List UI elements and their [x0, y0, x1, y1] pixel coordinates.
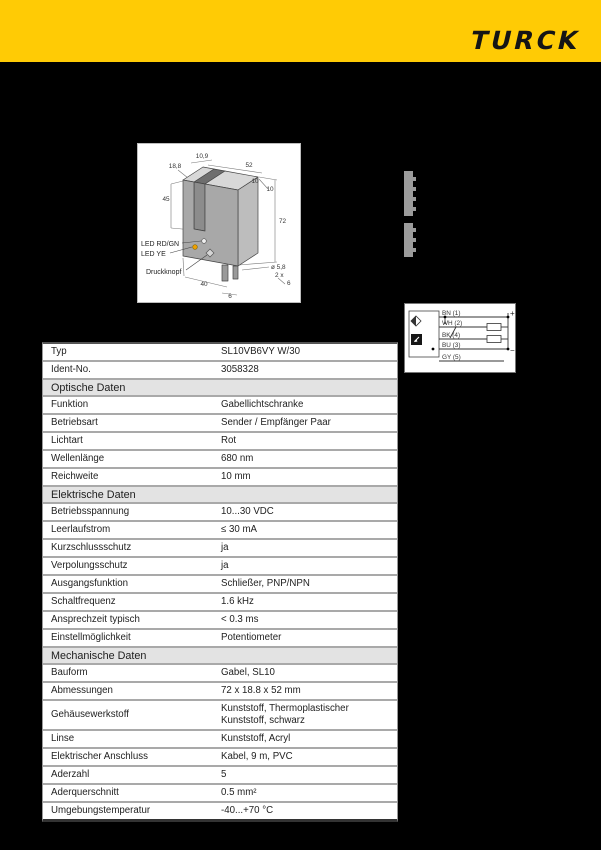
- row-label: Ausgangsfunktion: [51, 578, 129, 589]
- row-value: 10...30 VDC: [221, 506, 274, 517]
- turck-logo: TURCK: [467, 26, 584, 55]
- wire-label: BK (4): [442, 332, 461, 339]
- row-value: Potentiometer: [221, 632, 282, 643]
- row-label: Funktion: [51, 399, 89, 410]
- row-value: 3058328: [221, 364, 259, 375]
- table-row: [43, 785, 397, 803]
- section-label: Mechanische Daten: [51, 649, 147, 662]
- row-label: Wellenlänge: [51, 453, 105, 464]
- row-value: 1.6 kHz: [221, 596, 254, 607]
- row-value: ja: [221, 542, 229, 553]
- dim-label: 52: [245, 162, 253, 169]
- row-label: Kurzschlussschutz: [51, 542, 132, 553]
- table-row: [43, 469, 397, 487]
- load-resistor-icon: [487, 324, 501, 331]
- dim-label: 45: [162, 196, 170, 203]
- product-drawing-box: [137, 143, 301, 303]
- table-row: [43, 504, 397, 522]
- row-label: Bauform: [51, 667, 88, 678]
- row-label: Linse: [51, 733, 75, 744]
- table-row: [43, 433, 397, 451]
- receiver-symbol-icon: [411, 334, 422, 345]
- row-value: Schließer, PNP/NPN: [221, 578, 310, 589]
- row-label: Gehäusewerkstoff: [51, 709, 129, 720]
- row-label: Umgebungstemperatur: [51, 805, 151, 816]
- row-label: Ident-No.: [51, 364, 91, 375]
- dim-label: 10: [266, 186, 274, 193]
- dim-label: 2 x: [275, 272, 284, 279]
- dim-label: 40: [200, 281, 208, 288]
- row-value: 0.5 mm²: [221, 787, 257, 798]
- row-label: Reichweite: [51, 471, 99, 482]
- row-label: Betriebsart: [51, 417, 98, 428]
- rotated-label-bar: [404, 223, 413, 257]
- row-value: 5: [221, 769, 227, 780]
- row-value: -40...+70 °C: [221, 805, 274, 816]
- sensor-isometric-drawing: [138, 144, 300, 302]
- section-label: Elektrische Daten: [51, 488, 136, 501]
- wiring-diagram: [405, 304, 515, 372]
- table-section-row: [43, 487, 397, 504]
- row-value: Sender / Empfänger Paar: [221, 417, 331, 428]
- row-label: Elektrischer Anschluss: [51, 751, 148, 762]
- row-label: Typ: [51, 346, 67, 357]
- led-rd-gn-label: LED RD/GN: [141, 241, 180, 248]
- dim-label: 10: [251, 178, 259, 185]
- dim-label: 18,8: [168, 163, 182, 170]
- dim-label: 6: [287, 280, 291, 287]
- row-value: ja: [221, 560, 229, 571]
- table-row: [43, 594, 397, 612]
- table-row: [43, 451, 397, 469]
- row-label: Einstellmöglichkeit: [51, 632, 131, 643]
- load-resistor-icon: [487, 336, 501, 343]
- dim-label: 10,9: [195, 153, 209, 160]
- table-row: [43, 731, 397, 749]
- dim-label: 72: [279, 218, 287, 225]
- table-row: [43, 558, 397, 576]
- table-row: [43, 683, 397, 701]
- table-row: [43, 630, 397, 648]
- row-value: 680 nm: [221, 453, 254, 464]
- row-value: Gabel, SL10: [221, 667, 275, 678]
- row-label: Schaltfrequenz: [51, 596, 116, 607]
- table-row: [43, 803, 397, 819]
- table-section-row: [43, 380, 397, 397]
- table-row: [43, 767, 397, 785]
- section-label: Optische Daten: [51, 381, 126, 394]
- wire-label: BN (1): [442, 310, 461, 317]
- led-rd-gn-dot: [202, 239, 207, 244]
- row-value: < 0.3 ms: [221, 614, 259, 625]
- plus-sign: +: [510, 309, 515, 318]
- table-section-row: [43, 648, 397, 665]
- brand-header: [0, 0, 601, 62]
- row-label: Leerlaufstrom: [51, 524, 111, 535]
- table-row: [43, 415, 397, 433]
- row-label: Verpolungsschutz: [51, 560, 128, 571]
- spec-table: [42, 342, 398, 822]
- row-value: ≤ 30 mA: [221, 524, 258, 535]
- wiring-diagram-box: [404, 303, 516, 373]
- pushbutton-label: Druckknopf: [146, 269, 182, 276]
- row-value: Gabellichtschranke: [221, 399, 304, 410]
- row-label: Ansprechzeit typisch: [51, 614, 140, 625]
- table-row: [43, 362, 397, 380]
- row-label: Abmessungen: [51, 685, 113, 696]
- table-row: [43, 397, 397, 415]
- table-row: [43, 576, 397, 594]
- led-ye-label: LED YE: [141, 251, 166, 258]
- row-value: Kunststoff, Thermoplastischer Kunststoff, schwarz: [221, 703, 349, 726]
- rotated-label-bar: [404, 171, 413, 216]
- wire-label: BU (3): [442, 342, 461, 349]
- emitter-symbol-icon: [411, 316, 421, 326]
- table-row: [43, 522, 397, 540]
- row-label: Aderzahl: [51, 769, 90, 780]
- row-label: Aderquerschnitt: [51, 787, 119, 798]
- row-value: Kabel, 9 m, PVC: [221, 751, 293, 762]
- spec-table-body: [43, 344, 397, 819]
- row-label: Lichtart: [51, 435, 83, 446]
- wire-label: WH (2): [442, 320, 463, 327]
- dim-label: ø 5,8: [271, 264, 286, 271]
- row-value: SL10VB6VY W/30: [221, 346, 300, 357]
- row-value: 10 mm: [221, 471, 251, 482]
- minus-sign: −: [510, 346, 515, 355]
- row-value: 72 x 18.8 x 52 mm: [221, 685, 301, 696]
- wire-label: GY (5): [442, 354, 461, 361]
- table-row: [43, 665, 397, 683]
- table-row: [43, 540, 397, 558]
- table-row: [43, 749, 397, 767]
- dim-label: 6: [228, 293, 232, 300]
- table-row: [43, 701, 397, 731]
- table-row: [43, 612, 397, 630]
- led-ye-dot: [193, 245, 198, 250]
- row-value: Kunststoff, Acryl: [221, 733, 291, 744]
- table-row: [43, 344, 397, 362]
- row-value: Rot: [221, 435, 237, 446]
- row-label: Betriebsspannung: [51, 506, 130, 517]
